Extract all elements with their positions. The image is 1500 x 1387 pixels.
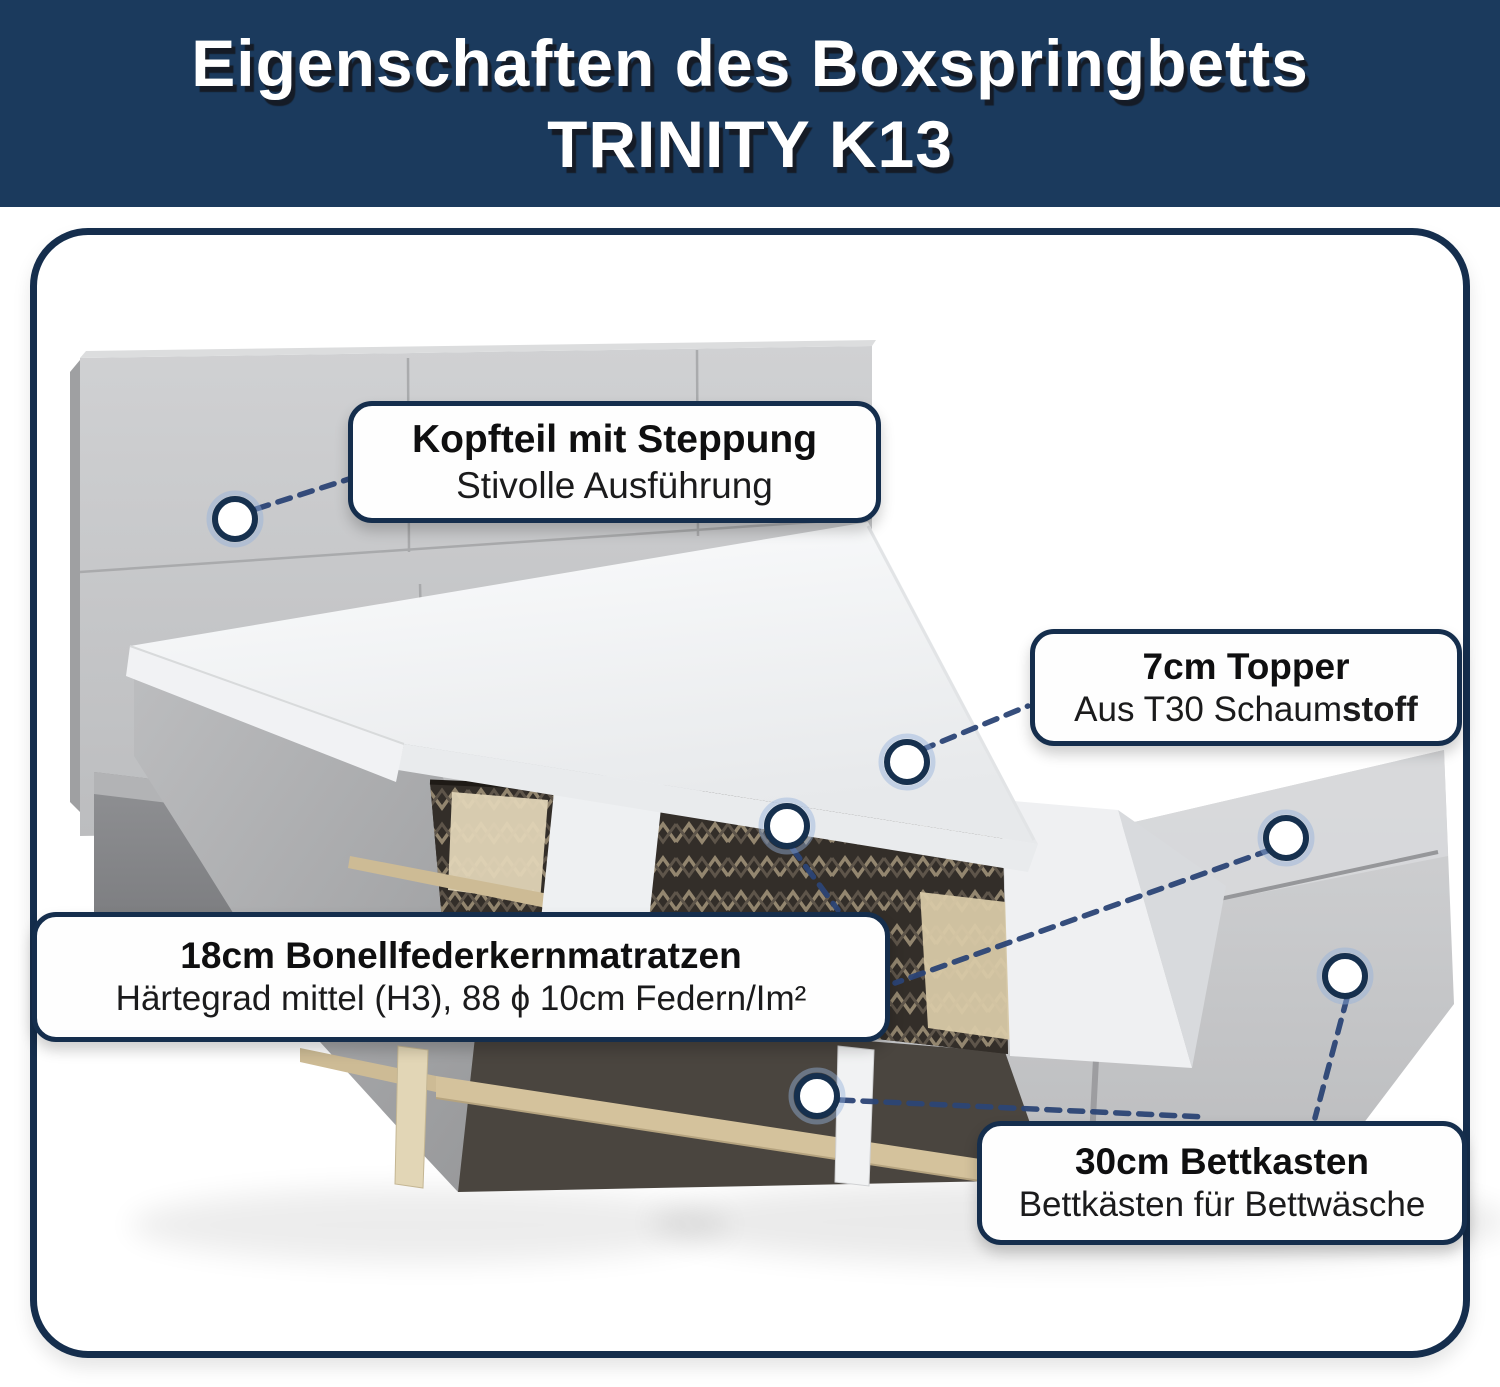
- callout-kopfteil-title: Kopfteil mit Steppung: [411, 417, 818, 461]
- callout-kopfteil-subtitle: Stivolle Ausführung: [456, 465, 773, 507]
- callout-topper-title: 7cm Topper: [1142, 645, 1350, 687]
- marker-springs: [761, 800, 813, 852]
- callout-matratze-subtitle: Härtegrad mittel (H3), 88 ϕ 10cm Federn/Im²: [115, 979, 807, 1019]
- wood-post: [395, 1046, 428, 1188]
- callout-bettkasten-title: 30cm Bettkasten: [1074, 1141, 1370, 1183]
- product-name: TRINITY K13: [547, 106, 953, 181]
- callout-topper-subtitle: Aus T30 Schaumstoff: [1074, 689, 1418, 729]
- callout-kopfteil: [348, 401, 881, 523]
- white-leg: [835, 1046, 874, 1186]
- page-title: Eigenschaften des Boxspringbetts: [191, 25, 1309, 100]
- marker-bettkasten-right: [1319, 950, 1371, 1002]
- marker-topper: [881, 736, 933, 788]
- callout-matratze-title: 18cm Bonellfederkernmatratzen: [180, 935, 742, 977]
- wood-block-right: [920, 892, 1012, 1040]
- callout-topper: [1030, 629, 1462, 746]
- callout-bettkasten-subtitle: Bettkästen für Bettwäsche: [1018, 1185, 1426, 1225]
- marker-kopfteil: [209, 493, 261, 545]
- callout-matratze: [32, 912, 890, 1042]
- marker-side: [1260, 812, 1312, 864]
- callout-bettkasten: [977, 1121, 1467, 1245]
- marker-bettkasten-left: [791, 1070, 843, 1122]
